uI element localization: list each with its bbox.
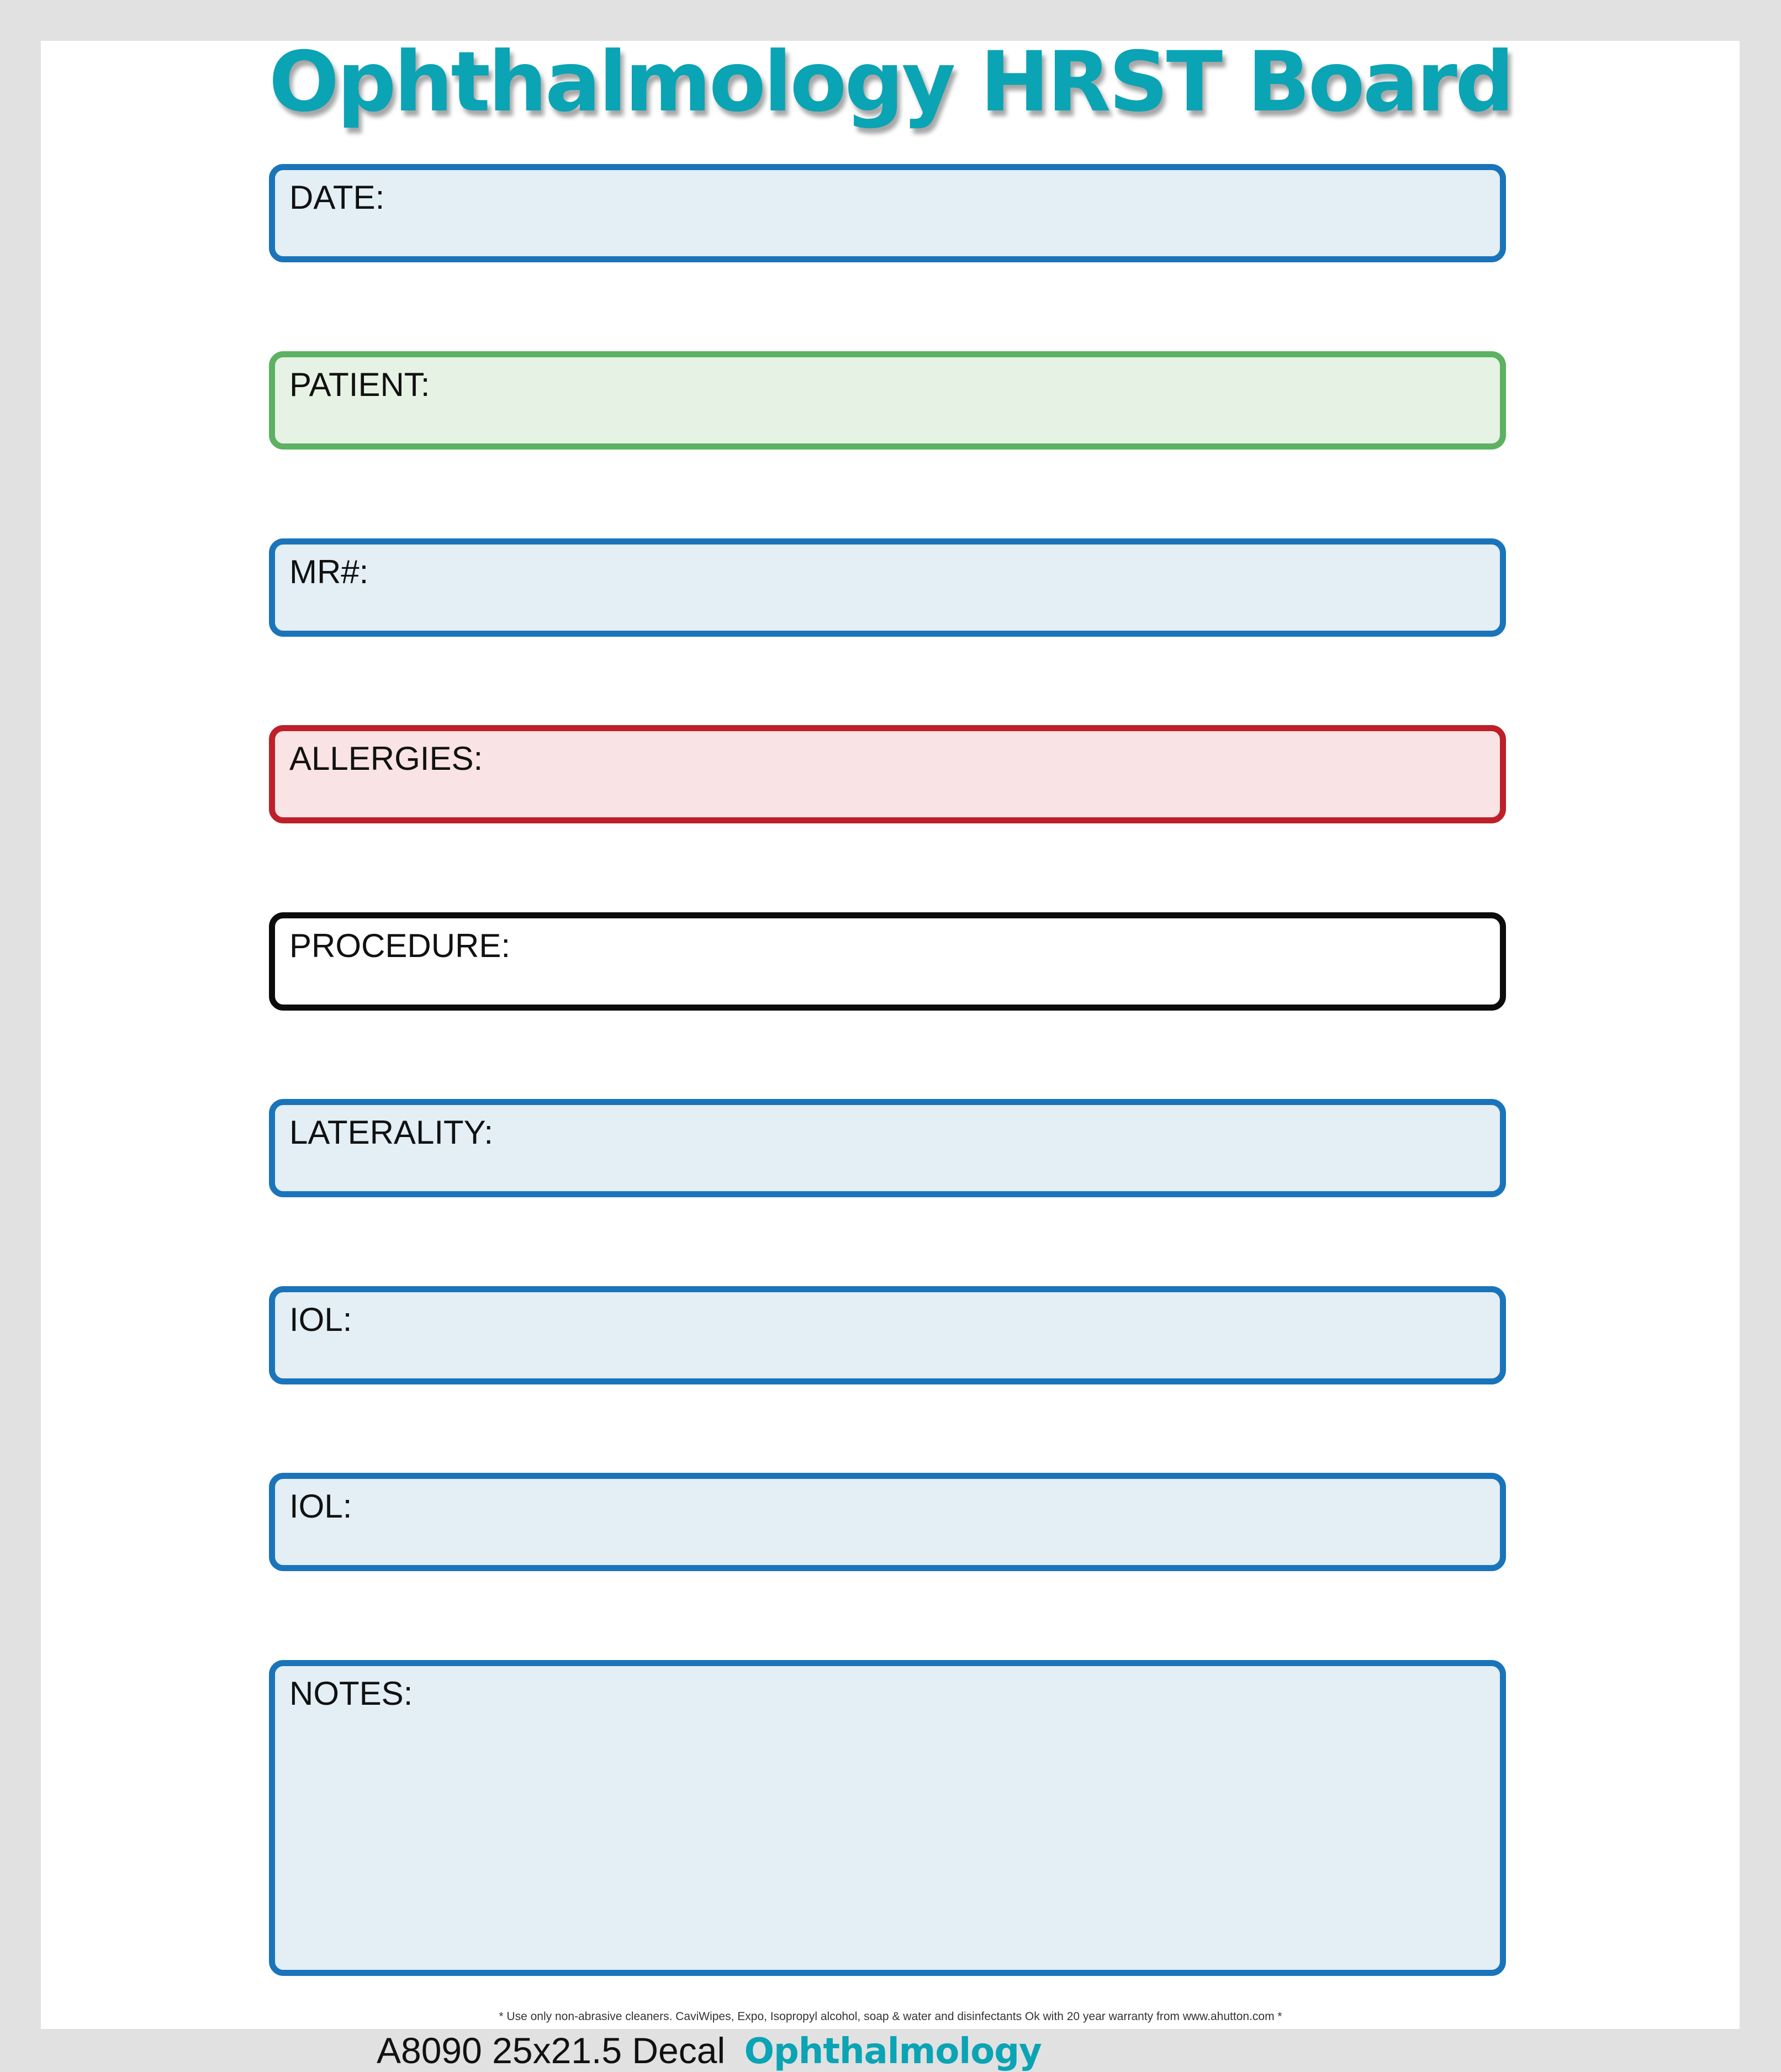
cleaning-disclaimer: * Use only non-abrasive cleaners. CaviWipes, Expo, Isopropyl alcohol, soap & water and disinfectants Ok with 20 year warranty from www.ahutton.com * <box>499 2010 1282 2023</box>
allergies-label: ALLERGIES: <box>289 740 483 777</box>
notes-field[interactable] <box>269 1660 1506 1976</box>
board-title: Ophthalmology HRST Board <box>268 34 1513 130</box>
footer <box>377 2029 1042 2072</box>
iol-label-1: IOL: <box>289 1301 352 1338</box>
procedure-label: PROCEDURE: <box>289 927 511 964</box>
date-field[interactable] <box>269 164 1506 262</box>
laterality-field[interactable] <box>269 1099 1506 1197</box>
allergies-field[interactable] <box>269 725 1506 823</box>
product-code: A8090 25x21.5 Decal <box>377 2030 726 2071</box>
mr-number-field[interactable] <box>269 538 1506 637</box>
iol-label-2: IOL: <box>289 1488 352 1525</box>
footer-brand: Ophthalmology <box>744 2031 1042 2072</box>
iol-field-1[interactable] <box>269 1286 1506 1384</box>
mr-number-label: MR#: <box>289 553 369 590</box>
notes-label: NOTES: <box>289 1675 413 1712</box>
patient-field[interactable] <box>269 351 1506 450</box>
patient-label: PATIENT: <box>289 366 430 403</box>
iol-field-2[interactable] <box>269 1473 1506 1571</box>
procedure-field[interactable] <box>269 912 1506 1011</box>
date-label: DATE: <box>289 179 385 216</box>
laterality-label: LATERALITY: <box>289 1114 494 1151</box>
